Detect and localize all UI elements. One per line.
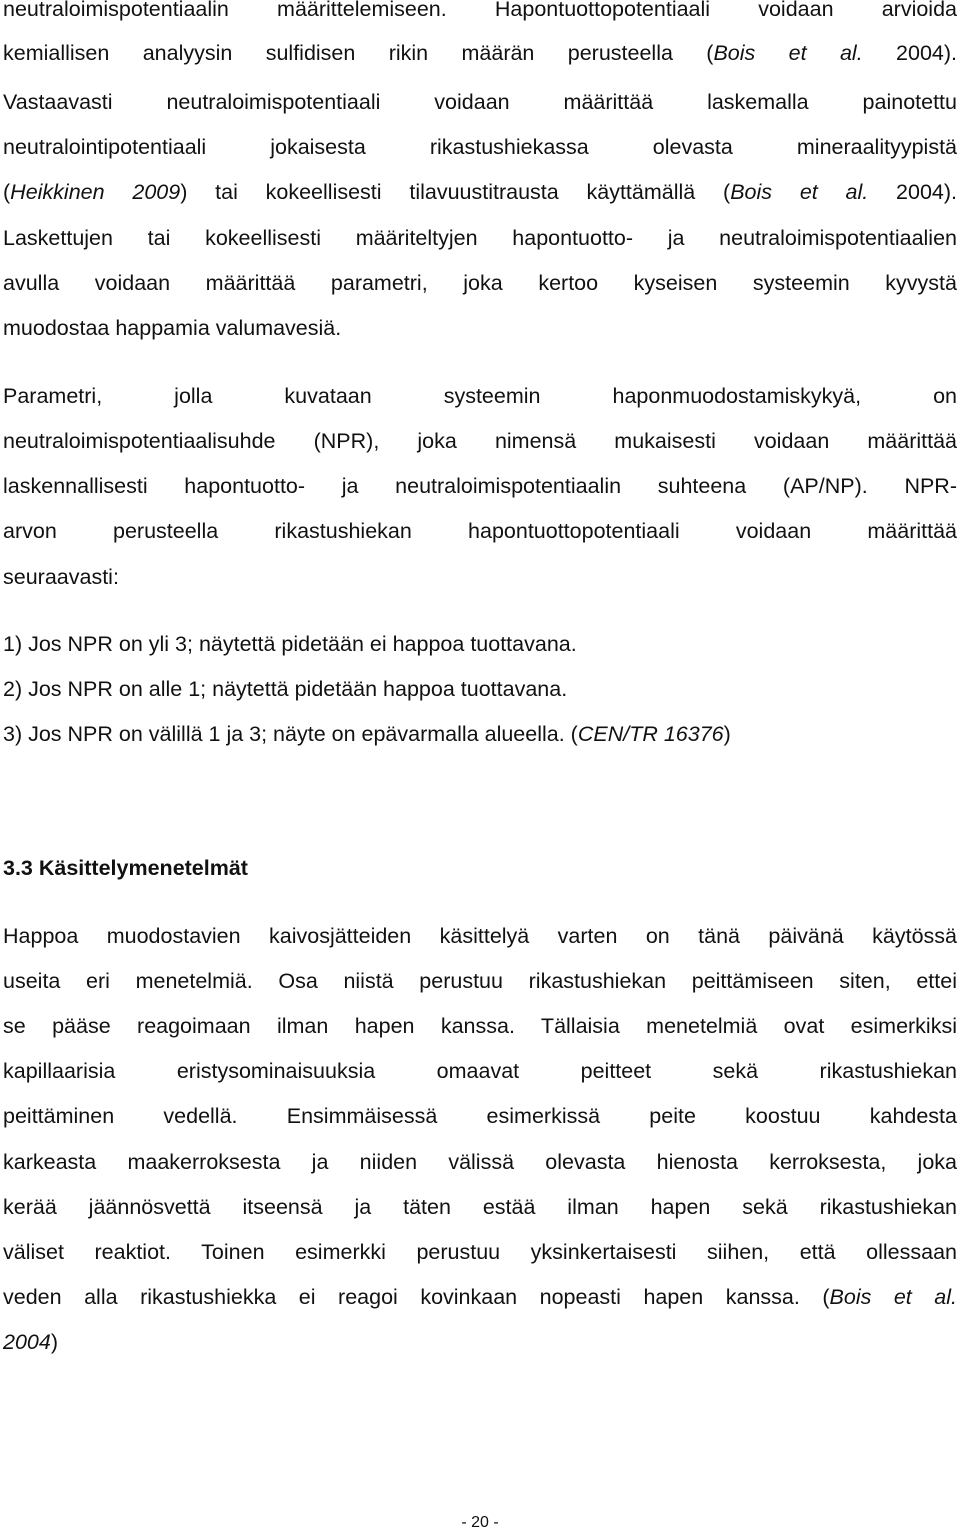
- list-item: [3, 719, 957, 749]
- text-run: seuraavasti:: [3, 565, 119, 589]
- text-run: ) tai kokeellisesti tilavuustitrausta käyttämällä (: [180, 180, 731, 204]
- text-run: avulla voidaan määrittää parametri, joka kertoo kyseisen systeemin kyvystä: [3, 271, 957, 295]
- text-run: veden alla rikastushiekka ei reagoi kovinkaan nopeasti hapen kanssa. (: [3, 1285, 830, 1309]
- text-line: [3, 921, 957, 951]
- text-line: [3, 471, 957, 501]
- text-line: [3, 132, 957, 162]
- text-run: useita eri menetelmiä. Osa niistä perustuu rikastushiekan peittämiseen siten, ettei: [3, 969, 957, 993]
- text-line: [3, 1192, 957, 1222]
- text-line: [3, 0, 957, 24]
- text-line: [3, 426, 957, 456]
- text-run: 2004).: [868, 180, 957, 204]
- text-run: kapillaarisia eristysominaisuuksia omaavat peitteet sekä rikastushiekan: [3, 1059, 957, 1083]
- text-line: [3, 268, 957, 298]
- text-line: [3, 1282, 957, 1312]
- text-line: [3, 1237, 957, 1267]
- text-run: Laskettujen tai kokeellisesti määriteltyjen hapontuotto- ja neutraloimispotentiaalien: [3, 226, 957, 250]
- text-line: [3, 381, 957, 411]
- text-run: (: [3, 180, 11, 204]
- text-line: [3, 1101, 957, 1131]
- text-run: ): [723, 722, 731, 746]
- list-item: [3, 629, 957, 659]
- citation-italic: Heikkinen 2009: [10, 180, 181, 204]
- text-line: [3, 562, 957, 592]
- text-run: neutraloimispotentiaalisuhde (NPR), joka nimensä mukaisesti voidaan määrittää: [3, 429, 957, 453]
- text-run: neutralointipotentiaali jokaisesta rikastushiekassa olevasta mineraalityypistä: [3, 135, 957, 159]
- text-line: [3, 1056, 957, 1086]
- text-run: se pääse reagoimaan ilman hapen kanssa. Tällaisia menetelmiä ovat esimerkiksi: [3, 1014, 957, 1038]
- citation-italic: 2004: [3, 1330, 51, 1354]
- text-run: karkeasta maakerroksesta ja niiden välissä olevasta hienosta kerroksesta, joka: [3, 1150, 957, 1174]
- citation-italic: Bois et al.: [730, 180, 869, 204]
- text-run: Vastaavasti neutraloimispotentiaali voidaan määrittää laskemalla painotettu: [3, 90, 957, 114]
- text-line: [3, 38, 957, 68]
- text-run: 2) Jos NPR on alle 1; näytettä pidetään happoa tuottavana.: [3, 677, 568, 701]
- text-line: [3, 313, 957, 343]
- text-run: Happoa muodostavien kaivosjätteiden käsittelyä varten on tänä päivänä käytössä: [3, 924, 957, 948]
- section-heading: 3.3 Käsittelymenetelmät: [3, 856, 248, 880]
- page-number: - 20 -: [461, 1514, 499, 1531]
- text-run: peittäminen vedellä. Ensimmäisessä esimerkissä peite koostuu kahdesta: [3, 1104, 957, 1128]
- text-run: arvon perusteella rikastushiekan hapontuottopotentiaali voidaan määrittää: [3, 519, 957, 543]
- text-run: 3) Jos NPR on välillä 1 ja 3; näyte on epävarmalla alueella. (: [3, 722, 578, 746]
- text-line: [3, 223, 957, 253]
- text-run: 2004).: [862, 41, 957, 65]
- text-line: [3, 966, 957, 996]
- citation-italic: CEN/TR 16376: [577, 722, 724, 746]
- text-run: muodostaa happamia valumavesiä.: [3, 316, 342, 340]
- text-run: kerää jäännösvettä itseensä ja täten estää ilman hapen sekä rikastushiekan: [3, 1195, 957, 1219]
- list-item: [3, 674, 957, 704]
- text-line: [3, 87, 957, 117]
- text-line: [3, 1327, 957, 1357]
- text-line: [3, 1147, 957, 1177]
- text-line: [3, 177, 957, 207]
- text-run: väliset reaktiot. Toinen esimerkki perustuu yksinkertaisesti siihen, että ollessaan: [3, 1240, 957, 1264]
- text-run: neutraloimispotentiaalin määrittelemiseen. Hapontuottopotentiaali voidaan arvioida: [3, 0, 957, 21]
- text-run: laskennallisesti hapontuotto- ja neutraloimispotentiaalin suhteena (AP/NP). NPR-: [3, 474, 957, 498]
- text-line: [3, 1011, 957, 1041]
- citation-italic: Bois et al.: [713, 41, 863, 65]
- text-run: ): [50, 1330, 59, 1354]
- text-run: Parametri, jolla kuvataan systeemin haponmuodostamiskykyä, on: [3, 384, 957, 408]
- text-line: [3, 516, 957, 546]
- text-run: 1) Jos NPR on yli 3; näytettä pidetään ei happoa tuottavana.: [3, 632, 577, 656]
- text-run: kemiallisen analyysin sulfidisen rikin määrän perusteella (: [3, 41, 714, 65]
- citation-italic: Bois et al.: [829, 1285, 957, 1309]
